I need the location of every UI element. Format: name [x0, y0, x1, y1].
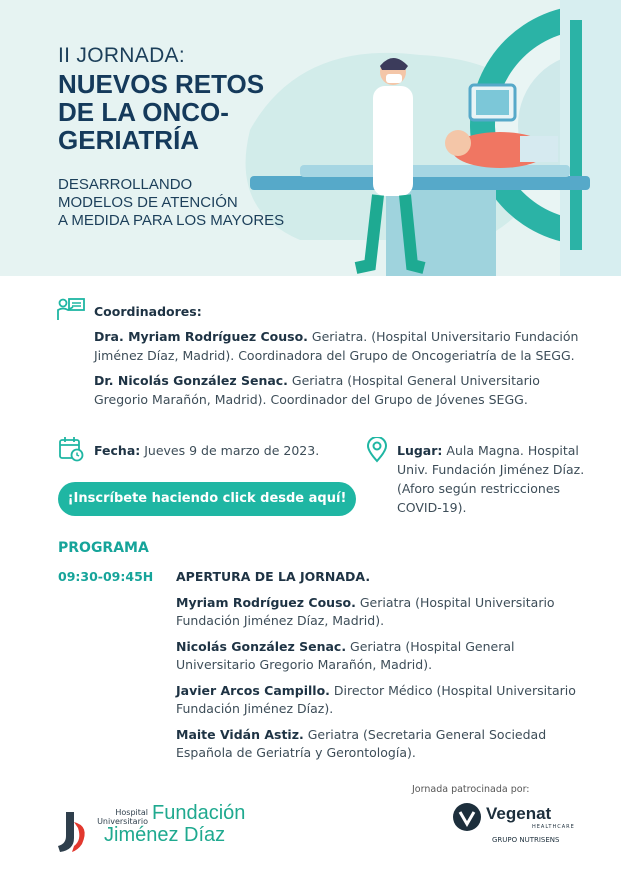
coordinators-section — [94, 302, 594, 415]
event-subtitle: DESARROLLANDO MODELOS DE ATENCIÓN A MEDIDA PARA LOS MAYORES — [58, 176, 285, 229]
event-venue: Lugar: Aula Magna. Hospital Univ. Fundación Jiménez Díaz. (Aforo según restricciones COVID-19). — [397, 443, 585, 515]
register-button[interactable]: ¡Inscríbete haciendo click desde aquí! — [58, 482, 356, 516]
session-time: 09:30-09:45H — [58, 569, 154, 584]
event-title: NUEVOS RETOS DE LA ONCO- GERIATRÍA — [58, 69, 265, 155]
presenter-icon — [56, 298, 86, 322]
location-pin-icon — [366, 437, 388, 463]
vegenat-name: Vegenat — [486, 804, 552, 823]
vegenat-group: GRUPO NUTRISENS — [492, 836, 560, 844]
speaker-entry: Myriam Rodríguez Couso. Geriatra (Hospital Universitario Fundación Jiménez Díaz, Madrid). — [176, 595, 555, 628]
coordinator-entry: Dra. Myriam Rodríguez Couso. Geriatra. (Hospital Universitario Fundación Jiménez Díaz, Madrid). Coordinadora del Grupo de Oncogeriatría de la SEGG. — [94, 329, 579, 363]
coordinator-entry: Dr. Nicolás González Senac. Geriatra (Hospital General Universitario Gregorio Marañón, Madrid). Coordinador del Grupo de Jóvenes SEGG. — [94, 373, 540, 407]
event-edition: II JORNADA: — [58, 44, 185, 67]
hfjd-name-line1: Fundación — [152, 802, 246, 824]
speaker-list — [176, 594, 576, 770]
vegenat-mark-icon — [452, 802, 482, 832]
hfjd-name-line2: Jiménez Díaz — [104, 824, 226, 846]
vegenat-sub: HEALTHCARE — [532, 824, 575, 830]
event-date: Fecha: Jueves 9 de marzo de 2023. — [94, 443, 320, 458]
speaker-entry: Nicolás González Senac. Geriatra (Hospital General Universitario Gregorio Marañón, Madrid). — [176, 639, 515, 672]
hfjd-mark-icon — [52, 808, 92, 856]
coordinators-heading: Coordinadores: — [94, 304, 202, 319]
calendar-icon — [58, 436, 84, 462]
hero-banner — [0, 0, 621, 276]
hfjd-small-label: Hospital Universitario — [97, 808, 148, 826]
speaker-entry: Javier Arcos Campillo. Director Médico (Hospital Universitario Fundación Jiménez Díaz). — [176, 683, 576, 716]
speaker-entry: Maite Vidán Astiz. Geriatra (Secretaria General Sociedad Española de Geriatría y Gerontología). — [176, 727, 547, 760]
session-title: APERTURA DE LA JORNADA. — [176, 569, 371, 584]
program-heading: PROGRAMA — [58, 540, 149, 556]
sponsor-label: Jornada patrocinada por: — [412, 784, 530, 795]
